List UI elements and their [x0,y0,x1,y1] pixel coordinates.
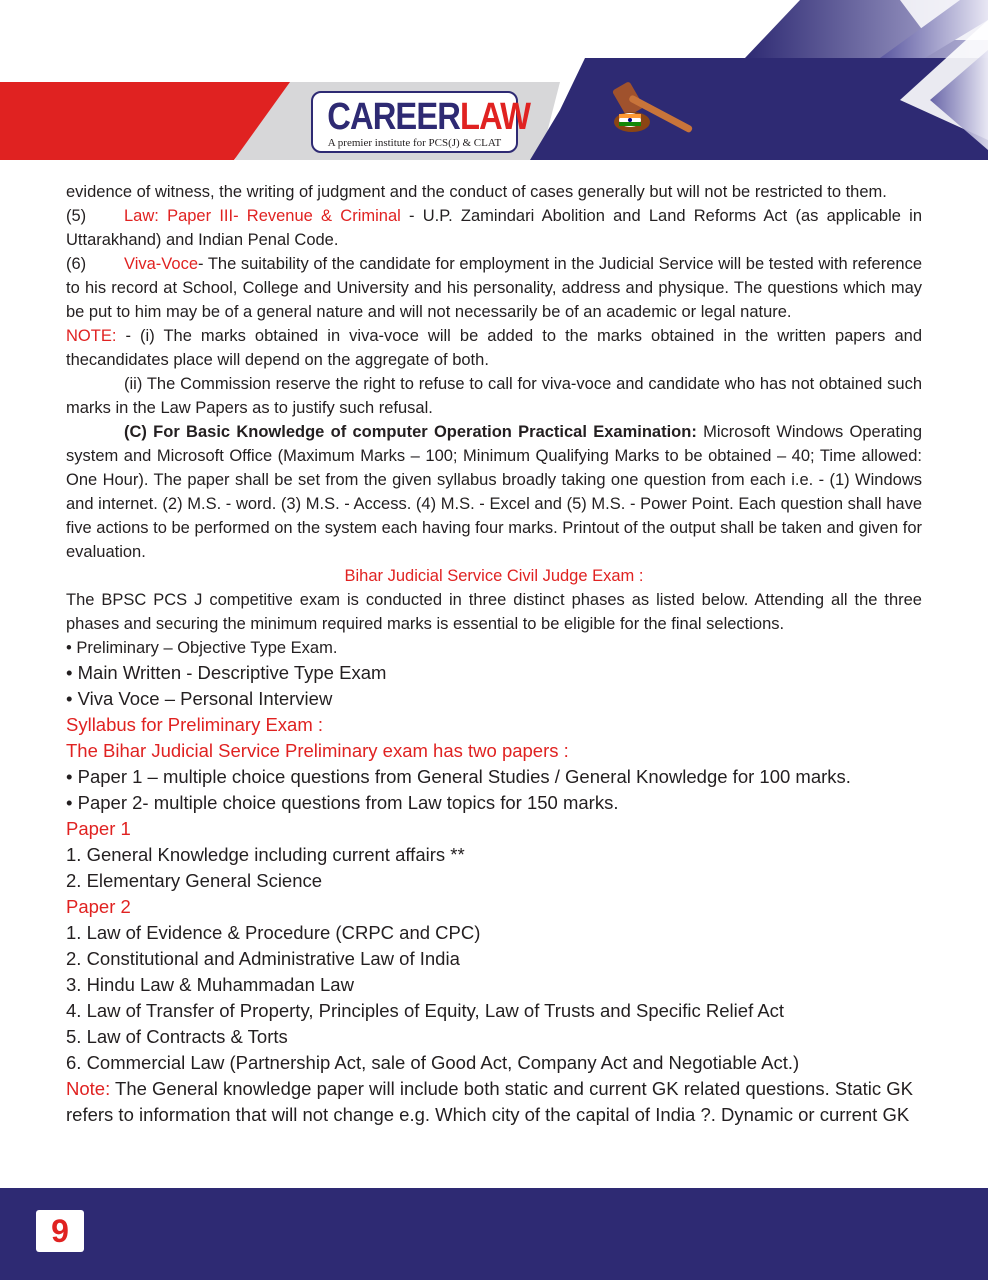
paper-2-item: 3. Hindu Law & Muhammadan Law [66,974,354,995]
final-note-label: Note: [66,1078,111,1099]
paper-bullet: • Paper 2- multiple choice questions from Law topics for 150 marks. [66,792,619,813]
item-5-text: - U.P. Zamindari Abolition and Land Reforms Act (as applicable in Uttarakhand) and Indian Penal Code. [66,207,922,249]
page-content [66,180,922,1128]
phase-item: • Viva Voce – Personal Interview [66,688,333,709]
paper-2-item: 4. Law of Transfer of Property, Principles of Equity, Law of Trusts and Specific Relief Act [66,1000,785,1021]
paper-1-heading: Paper 1 [66,818,131,839]
note-2-paragraph: (ii) The Commission reserve the right to refuse to call for viva-voce and candidate who has not obtained such marks in the Law Papers as to justify such refusal. [66,375,922,417]
section-c-paragraph [66,420,922,564]
logo-tagline: A premier institute for PCS(J) & CLAT [327,137,502,149]
paper-2-item: 5. Law of Contracts & Torts [66,1026,288,1047]
syllabus-heading: Syllabus for Preliminary Exam : [66,714,324,735]
paper-2-item: 2. Constitutional and Administrative Law of India [66,948,460,969]
page-header [0,0,988,165]
item-6-paragraph [66,252,922,324]
item-6-text: - The suitability of the candidate for employment in the Judicial Service will be tested with reference to his record at School, College and University and his personality, address and physique. The questions which may be put to him may be of a general nature and will not necessarily be of an academic or legal nature. [66,255,922,321]
page-number: 9 [36,1210,84,1252]
section-c-heading: (C) For Basic Knowledge of computer Operation Practical Examination: [124,423,697,441]
paper-2-item: 1. Law of Evidence & Procedure (CRPC and CPC) [66,922,481,943]
note-1-paragraph [66,324,922,372]
paper-2-item: 6. Commercial Law (Partnership Act, sale of Good Act, Company Act and Negotiable Act.) [66,1052,800,1073]
note-1-label: NOTE: [66,327,117,345]
note-1-text: - (i) The marks obtained in viva-voce will be added to the marks obtained in the written papers and thecandidates place will depend on the aggregate of both. [66,327,922,369]
papers-heading: The Bihar Judicial Service Preliminary exam has two papers : [66,740,569,761]
final-note-paragraph [66,1076,922,1128]
bihar-heading: Bihar Judicial Service Civil Judge Exam : [344,567,644,585]
paper-1-item: 1. General Knowledge including current affairs ** [66,844,465,865]
logo-career-text: CAREER [327,96,461,138]
phase-item: • Preliminary – Objective Type Exam. [66,639,338,657]
item-5-label: Law: Paper III- Revenue & Criminal [124,207,401,225]
item-5-number: (5) [66,207,87,225]
section-c-text: Microsoft Windows Operating system and Microsoft Office (Maximum Marks – 100; Minimum Qualifying Marks to be obtained – 40; Time allowed: One Hour). The paper shall be set from the given syllabus broadly taking one question from each i.e. - (1) Windows and internet. (2) M.S. - word. (3) M.S. - Access. (4) M.S. - Excel and (5) M.S. - Power Point. Each question shall have five actions to be performed on the system each having four marks. Printout of the output shall be taken and given for evaluation. [66,423,922,561]
continuation-paragraph: evidence of witness, the writing of judgment and the conduct of cases generally but will not be restricted to them. [66,183,887,201]
bihar-intro: The BPSC PCS J competitive exam is conducted in three distinct phases as listed below. Attending all the three phases and securing the minimum required marks is essential to be eligible for the final selections. [66,591,922,633]
page-footer [0,1188,988,1280]
phase-item: • Main Written - Descriptive Type Exam [66,662,387,683]
logo-law-text: LAW [460,96,531,138]
item-5-paragraph [66,204,922,252]
logo-wordmark [327,96,531,138]
career-law-logo [311,91,531,153]
item-6-label: Viva-Voce [124,255,198,273]
paper-bullet: • Paper 1 – multiple choice questions from General Studies / General Knowledge for 100 marks. [66,766,851,787]
paper-2-heading: Paper 2 [66,896,131,917]
paper-1-item: 2. Elementary General Science [66,870,323,891]
item-6-number: (6) [66,255,87,273]
final-note-text: The General knowledge paper will include both static and current GK related questions. Static GK refers to information that will not change e.g. Which city of the capital of India ?. Dynamic or current GK [66,1078,914,1125]
